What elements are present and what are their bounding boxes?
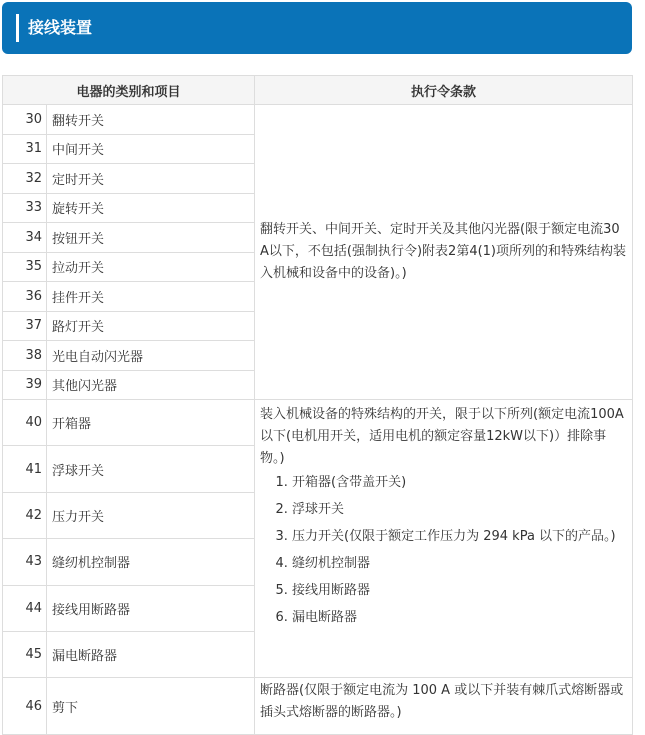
row-item-name: 路灯开关 bbox=[47, 311, 255, 341]
row-number: 36 bbox=[3, 282, 47, 312]
list-item: 5. 接线用断路器 bbox=[292, 580, 627, 602]
row-item-name: 其他闪光器 bbox=[47, 370, 255, 400]
row-item-name: 中间开关 bbox=[47, 134, 255, 164]
column-header-category: 电器的类别和项目 bbox=[3, 76, 255, 105]
list-item: 2. 浮球开关 bbox=[292, 499, 627, 521]
row-number: 34 bbox=[3, 223, 47, 253]
list-item: 4. 缝纫机控制器 bbox=[292, 553, 627, 575]
row-number: 31 bbox=[3, 134, 47, 164]
clause-cell bbox=[255, 400, 633, 678]
row-item-name: 缝纫机控制器 bbox=[47, 539, 255, 585]
row-item-name: 漏电断路器 bbox=[47, 631, 255, 677]
section-title: 接线装置 bbox=[28, 18, 93, 37]
row-number: 43 bbox=[3, 539, 47, 585]
row-number: 42 bbox=[3, 492, 47, 538]
table-row bbox=[3, 678, 633, 735]
row-item-name: 压力开关 bbox=[47, 492, 255, 538]
row-number: 45 bbox=[3, 631, 47, 677]
device-table bbox=[2, 75, 633, 735]
row-item-name: 拉动开关 bbox=[47, 252, 255, 282]
row-item-name: 挂件开关 bbox=[47, 282, 255, 312]
section-header bbox=[2, 2, 632, 54]
row-item-name: 光电自动闪光器 bbox=[47, 341, 255, 371]
header-accent-bar bbox=[16, 14, 19, 42]
row-item-name: 开箱器 bbox=[47, 400, 255, 446]
row-number: 32 bbox=[3, 164, 47, 194]
row-number: 30 bbox=[3, 105, 47, 135]
row-number: 38 bbox=[3, 341, 47, 371]
clause-cell: 断路器(仅限于额定电流为 100 A 或以下并装有棘爪式熔断器或插头式熔断器的断路器。) bbox=[255, 678, 633, 735]
row-number: 33 bbox=[3, 193, 47, 223]
table-row bbox=[3, 400, 633, 446]
row-number: 37 bbox=[3, 311, 47, 341]
clause-cell: 翻转开关、中间开关、定时开关及其他闪光器(限于额定电流30A以下，不包括(强制执行令)附表2第4(1)项所列的和特殊结构装入机械和设备中的设备)。) bbox=[255, 105, 633, 400]
row-item-name: 接线用断路器 bbox=[47, 585, 255, 631]
row-item-name: 定时开关 bbox=[47, 164, 255, 194]
row-item-name: 按钮开关 bbox=[47, 223, 255, 253]
row-number: 39 bbox=[3, 370, 47, 400]
row-number: 44 bbox=[3, 585, 47, 631]
row-item-name: 旋转开关 bbox=[47, 193, 255, 223]
clause-intro: 装入机械设备的特殊结构的开关，限于以下所列(额定电流100A以下(电机用开关，适用电机的额定容量12kW以下)）排除事物。) bbox=[260, 407, 624, 466]
clause-list bbox=[260, 472, 627, 629]
row-number: 41 bbox=[3, 446, 47, 492]
list-item: 1. 开箱器(含带盖开关) bbox=[292, 472, 627, 494]
row-item-name: 剪下 bbox=[47, 678, 255, 735]
column-header-clause: 执行令条款 bbox=[255, 76, 633, 105]
list-item: 6. 漏电断路器 bbox=[292, 607, 627, 629]
row-item-name: 浮球开关 bbox=[47, 446, 255, 492]
row-number: 35 bbox=[3, 252, 47, 282]
table-row bbox=[3, 105, 633, 135]
list-item: 3. 压力开关(仅限于额定工作压力为 294 kPa 以下的产品。) bbox=[292, 526, 627, 548]
row-item-name: 翻转开关 bbox=[47, 105, 255, 135]
row-number: 46 bbox=[3, 678, 47, 735]
row-number: 40 bbox=[3, 400, 47, 446]
